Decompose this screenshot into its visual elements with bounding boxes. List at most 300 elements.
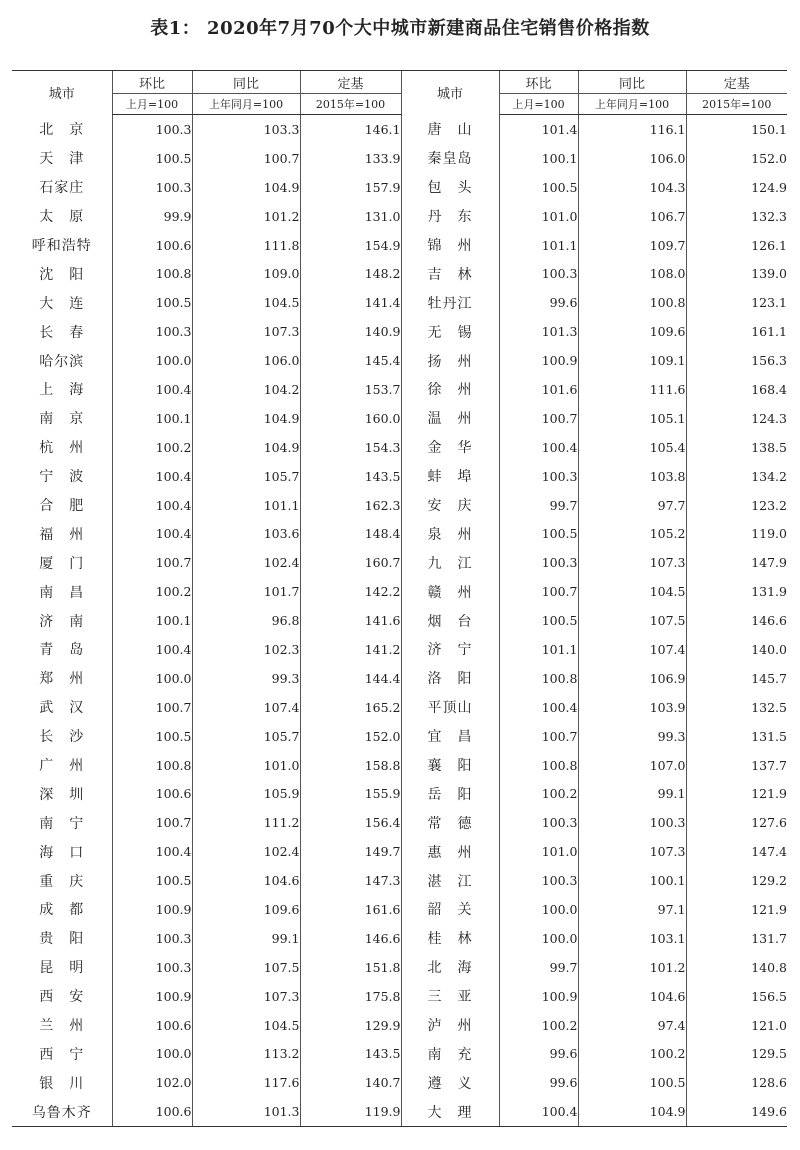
cell-right-mom: 101.0	[499, 837, 578, 866]
cell-left-city: 杭 州	[39, 440, 85, 457]
cell-left-yoy: 107.3	[192, 317, 300, 346]
cell-right-yoy: 107.5	[578, 606, 686, 635]
table-row	[12, 693, 787, 722]
cell-left-city: 昆 明	[39, 960, 85, 977]
cell-left-base: 165.2	[300, 693, 401, 722]
cell-left-base: 148.4	[300, 519, 401, 548]
cell-right-yoy: 107.0	[578, 751, 686, 780]
cell-left-city: 南 京	[39, 411, 85, 428]
cell-left-yoy: 109.6	[192, 895, 300, 924]
cell-left-base: 140.7	[300, 1068, 401, 1097]
cell-right-city: 南 充	[401, 1040, 499, 1069]
cell-left-city: 武 汉	[39, 700, 85, 717]
cell-left-mom: 100.3	[112, 924, 192, 953]
cell-right-mom: 101.0	[499, 202, 578, 231]
cell-right-city: 秦皇岛	[401, 144, 499, 173]
cell-right-mom: 100.5	[499, 519, 578, 548]
cell-right-mom: 100.0	[499, 895, 578, 924]
cell-left-mom: 100.8	[112, 751, 192, 780]
cell-right-yoy: 97.1	[578, 895, 686, 924]
cell-left-base: 156.4	[300, 808, 401, 837]
cell-right-mom: 100.7	[499, 404, 578, 433]
cell-right-yoy: 104.3	[578, 173, 686, 202]
cell-right-city: 蚌 埠	[401, 462, 499, 491]
cell-right-base: 146.6	[686, 606, 787, 635]
cell-right-yoy: 103.8	[578, 462, 686, 491]
cell-left-base: 152.0	[300, 722, 401, 751]
cell-right-city: 包 头	[401, 173, 499, 202]
cell-right-yoy: 97.7	[578, 491, 686, 520]
cell-left-base: 141.4	[300, 288, 401, 317]
cell-right-mom: 99.6	[499, 1068, 578, 1097]
cell-right-city: 锦 州	[401, 231, 499, 260]
cell-right-base: 127.6	[686, 808, 787, 837]
cell-right-yoy: 116.1	[578, 115, 686, 144]
cell-right-city: 烟 台	[401, 606, 499, 635]
cell-left-city: 济 南	[39, 613, 85, 630]
cell-left-city: 长 沙	[39, 729, 85, 746]
cell-right-city: 扬 州	[401, 346, 499, 375]
cell-left-mom: 100.9	[112, 895, 192, 924]
cell-left-yoy: 111.8	[192, 231, 300, 260]
cell-left-city: 海 口	[39, 844, 85, 861]
subheader-mom-right: 上月=100	[499, 94, 578, 115]
cell-right-city: 徐 州	[401, 375, 499, 404]
cell-left-base: 154.9	[300, 231, 401, 260]
cell-right-base: 147.9	[686, 548, 787, 577]
cell-right-base: 137.7	[686, 751, 787, 780]
cell-right-city: 牡丹江	[401, 288, 499, 317]
cell-right-base: 131.9	[686, 577, 787, 606]
cell-left-yoy: 109.0	[192, 259, 300, 288]
cell-right-mom: 100.4	[499, 433, 578, 462]
cell-left-city: 兰 州	[39, 1018, 85, 1035]
cell-left-base: 145.4	[300, 346, 401, 375]
table-row	[12, 202, 787, 231]
subheader-mom-left: 上月=100	[112, 94, 192, 115]
table-title: 表1： 2020年7月70个大中城市新建商品住宅销售价格指数	[150, 18, 650, 39]
cell-right-city: 三 亚	[401, 982, 499, 1011]
cell-right-base: 124.3	[686, 404, 787, 433]
cell-left-mom: 100.4	[112, 837, 192, 866]
cell-left-yoy: 102.4	[192, 837, 300, 866]
cell-right-mom: 100.2	[499, 1011, 578, 1040]
cell-right-base: 123.2	[686, 491, 787, 520]
cell-left-mom: 100.6	[112, 1097, 192, 1126]
cell-right-city: 无 锡	[401, 317, 499, 346]
cell-left-mom: 100.2	[112, 577, 192, 606]
cell-left-base: 158.8	[300, 751, 401, 780]
cell-right-yoy: 100.1	[578, 866, 686, 895]
cell-right-mom: 101.1	[499, 635, 578, 664]
cell-right-yoy: 97.4	[578, 1011, 686, 1040]
table-row	[12, 577, 787, 606]
cell-left-yoy: 103.6	[192, 519, 300, 548]
cell-right-base: 168.4	[686, 375, 787, 404]
table-row	[12, 519, 787, 548]
cell-left-city: 呼和浩特	[31, 238, 92, 254]
cell-right-mom: 100.4	[499, 693, 578, 722]
cell-left-city: 哈尔滨	[39, 353, 85, 370]
cell-right-mom: 101.3	[499, 317, 578, 346]
subheader-yoy-right: 上年同月=100	[578, 94, 686, 115]
cell-right-base: 156.5	[686, 982, 787, 1011]
cell-right-mom: 100.4	[499, 1097, 578, 1126]
cell-right-yoy: 106.9	[578, 664, 686, 693]
cell-left-yoy: 107.4	[192, 693, 300, 722]
cell-left-city: 郑 州	[39, 671, 85, 688]
cell-left-base: 143.5	[300, 462, 401, 491]
cell-right-city: 遵 义	[401, 1068, 499, 1097]
cell-left-base: 161.6	[300, 895, 401, 924]
cell-right-mom: 100.8	[499, 664, 578, 693]
cell-right-city: 丹 东	[401, 202, 499, 231]
cell-left-mom: 100.0	[112, 346, 192, 375]
cell-left-yoy: 101.7	[192, 577, 300, 606]
cell-left-base: 129.9	[300, 1011, 401, 1040]
cell-right-base: 119.0	[686, 519, 787, 548]
cell-left-mom: 100.4	[112, 519, 192, 548]
table-row	[12, 866, 787, 895]
cell-right-base: 121.9	[686, 779, 787, 808]
cell-right-city: 韶 关	[401, 895, 499, 924]
cell-left-mom: 100.5	[112, 722, 192, 751]
cell-left-mom: 100.4	[112, 491, 192, 520]
cell-right-base: 129.2	[686, 866, 787, 895]
cell-left-base: 160.7	[300, 548, 401, 577]
cell-right-yoy: 107.4	[578, 635, 686, 664]
cell-right-mom: 99.7	[499, 953, 578, 982]
cell-left-base: 140.9	[300, 317, 401, 346]
cell-left-mom: 100.3	[112, 115, 192, 144]
cell-left-city: 大 连	[39, 295, 85, 312]
cell-left-yoy: 107.3	[192, 982, 300, 1011]
cell-left-base: 143.5	[300, 1040, 401, 1069]
table-row	[12, 751, 787, 780]
cell-left-base: 175.8	[300, 982, 401, 1011]
cell-left-yoy: 104.9	[192, 173, 300, 202]
cell-left-city: 深 圳	[39, 786, 85, 803]
cell-left-mom: 100.1	[112, 404, 192, 433]
cell-right-base: 128.6	[686, 1068, 787, 1097]
cell-right-mom: 100.0	[499, 924, 578, 953]
subheader-base-left: 2015年=100	[300, 94, 401, 115]
cell-right-base: 138.5	[686, 433, 787, 462]
cell-left-city: 太 原	[39, 209, 85, 226]
cell-left-mom: 100.1	[112, 606, 192, 635]
cell-left-base: 133.9	[300, 144, 401, 173]
table-row	[12, 548, 787, 577]
cell-right-city: 惠 州	[401, 837, 499, 866]
header-city-left: 城市	[12, 71, 112, 115]
cell-right-mom: 100.7	[499, 722, 578, 751]
cell-right-city: 泉 州	[401, 519, 499, 548]
cell-left-yoy: 104.5	[192, 1011, 300, 1040]
cell-left-city: 天 津	[39, 151, 85, 168]
cell-left-base: 142.2	[300, 577, 401, 606]
subheader-yoy-left: 上年同月=100	[192, 94, 300, 115]
table-row	[12, 635, 787, 664]
cell-right-yoy: 99.1	[578, 779, 686, 808]
cell-right-city: 吉 林	[401, 259, 499, 288]
cell-left-mom: 100.6	[112, 779, 192, 808]
cell-left-mom: 102.0	[112, 1068, 192, 1097]
cell-left-base: 149.7	[300, 837, 401, 866]
cell-left-mom: 100.3	[112, 953, 192, 982]
table-row	[12, 779, 787, 808]
cell-right-yoy: 104.9	[578, 1097, 686, 1126]
cell-right-base: 134.2	[686, 462, 787, 491]
table-row	[12, 1040, 787, 1069]
cell-left-base: 147.3	[300, 866, 401, 895]
cell-left-yoy: 117.6	[192, 1068, 300, 1097]
table-row	[12, 115, 787, 144]
cell-left-mom: 100.0	[112, 664, 192, 693]
cell-left-base: 146.1	[300, 115, 401, 144]
cell-right-city: 九 江	[401, 548, 499, 577]
cell-left-yoy: 105.7	[192, 722, 300, 751]
cell-right-yoy: 109.7	[578, 231, 686, 260]
cell-right-yoy: 100.8	[578, 288, 686, 317]
cell-right-mom: 101.1	[499, 231, 578, 260]
cell-left-yoy: 101.1	[192, 491, 300, 520]
header-base-right: 定基	[686, 71, 787, 94]
header-mom-right: 环比	[499, 71, 578, 94]
cell-right-mom: 99.6	[499, 1040, 578, 1069]
cell-left-yoy: 102.3	[192, 635, 300, 664]
cell-left-base: 162.3	[300, 491, 401, 520]
cell-right-city: 赣 州	[401, 577, 499, 606]
cell-left-base: 144.4	[300, 664, 401, 693]
cell-right-yoy: 99.3	[578, 722, 686, 751]
cell-left-yoy: 100.7	[192, 144, 300, 173]
cell-left-mom: 100.3	[112, 317, 192, 346]
cell-right-yoy: 109.6	[578, 317, 686, 346]
cell-left-mom: 100.2	[112, 433, 192, 462]
cell-left-city: 青 岛	[39, 642, 85, 659]
cell-right-yoy: 103.1	[578, 924, 686, 953]
cell-right-city: 金 华	[401, 433, 499, 462]
cell-left-city: 宁 波	[39, 469, 85, 486]
table-row	[12, 375, 787, 404]
table-row	[12, 231, 787, 260]
cell-right-mom: 100.8	[499, 751, 578, 780]
cell-left-yoy: 105.7	[192, 462, 300, 491]
cell-left-mom: 100.5	[112, 288, 192, 317]
cell-right-city: 济 宁	[401, 635, 499, 664]
cell-right-mom: 100.2	[499, 779, 578, 808]
table-row	[12, 433, 787, 462]
cell-left-yoy: 103.3	[192, 115, 300, 144]
cell-left-yoy: 104.2	[192, 375, 300, 404]
table-row	[12, 317, 787, 346]
cell-left-city: 银 川	[39, 1075, 85, 1092]
cell-left-base: 154.3	[300, 433, 401, 462]
cell-left-base: 160.0	[300, 404, 401, 433]
cell-right-base: 139.0	[686, 259, 787, 288]
cell-right-mom: 99.6	[499, 288, 578, 317]
cell-right-base: 152.0	[686, 144, 787, 173]
cell-right-yoy: 104.6	[578, 982, 686, 1011]
cell-left-base: 119.9	[300, 1097, 401, 1126]
cell-right-base: 121.9	[686, 895, 787, 924]
cell-right-city: 常 德	[401, 808, 499, 837]
cell-left-city: 广 州	[39, 758, 85, 775]
cell-right-base: 132.5	[686, 693, 787, 722]
table-row	[12, 808, 787, 837]
cell-right-base: 147.4	[686, 837, 787, 866]
cell-right-mom: 99.7	[499, 491, 578, 520]
cell-right-yoy: 107.3	[578, 837, 686, 866]
cell-left-mom: 100.6	[112, 1011, 192, 1040]
cell-right-mom: 100.7	[499, 577, 578, 606]
cell-left-base: 131.0	[300, 202, 401, 231]
cell-left-mom: 100.4	[112, 375, 192, 404]
cell-left-city: 北 京	[39, 122, 85, 139]
cell-left-mom: 100.0	[112, 1040, 192, 1069]
cell-left-mom: 100.7	[112, 693, 192, 722]
cell-right-mom: 100.9	[499, 346, 578, 375]
cell-right-base: 124.9	[686, 173, 787, 202]
cell-right-mom: 100.3	[499, 548, 578, 577]
cell-right-mom: 100.1	[499, 144, 578, 173]
cell-left-mom: 100.3	[112, 173, 192, 202]
cell-left-city: 南 宁	[39, 815, 85, 832]
table-row	[12, 346, 787, 375]
cell-left-base: 151.8	[300, 953, 401, 982]
cell-left-yoy: 111.2	[192, 808, 300, 837]
cell-right-city: 温 州	[401, 404, 499, 433]
cell-right-city: 大 理	[401, 1097, 499, 1126]
cell-left-base: 141.2	[300, 635, 401, 664]
cell-right-mom: 101.6	[499, 375, 578, 404]
cell-left-mom: 100.4	[112, 462, 192, 491]
cell-left-city: 乌鲁木齐	[12, 1097, 112, 1126]
cell-left-yoy: 99.3	[192, 664, 300, 693]
cell-right-base: 150.1	[686, 115, 787, 144]
cell-right-city: 湛 江	[401, 866, 499, 895]
cell-right-yoy: 100.3	[578, 808, 686, 837]
cell-left-yoy: 104.6	[192, 866, 300, 895]
table-row	[12, 722, 787, 751]
cell-left-base: 153.7	[300, 375, 401, 404]
table-row	[12, 259, 787, 288]
cell-left-mom: 100.8	[112, 259, 192, 288]
table-row	[12, 1068, 787, 1097]
cell-right-yoy: 100.2	[578, 1040, 686, 1069]
cell-left-city: 南 昌	[39, 584, 85, 601]
header-base-left: 定基	[300, 71, 401, 94]
cell-right-city: 平顶山	[401, 693, 499, 722]
cell-left-yoy: 102.4	[192, 548, 300, 577]
cell-right-mom: 100.3	[499, 259, 578, 288]
cell-right-mom: 100.9	[499, 982, 578, 1011]
cell-right-yoy: 108.0	[578, 259, 686, 288]
cell-left-yoy: 106.0	[192, 346, 300, 375]
cell-right-mom: 100.5	[499, 606, 578, 635]
header-city-right: 城市	[401, 71, 499, 115]
cell-right-yoy: 104.5	[578, 577, 686, 606]
cell-right-city: 桂 林	[401, 924, 499, 953]
table-row	[12, 1097, 787, 1126]
header-yoy-left: 同比	[192, 71, 300, 94]
cell-right-city: 宜 昌	[401, 722, 499, 751]
cell-left-mom: 99.9	[112, 202, 192, 231]
table-row	[12, 953, 787, 982]
header-mom-left: 环比	[112, 71, 192, 94]
cell-left-city: 合 肥	[39, 498, 85, 515]
cell-right-yoy: 105.1	[578, 404, 686, 433]
cell-left-city: 贵 阳	[39, 931, 85, 948]
cell-left-yoy: 104.9	[192, 404, 300, 433]
table-row	[12, 462, 787, 491]
cell-left-city: 重 庆	[39, 873, 85, 890]
table-body	[12, 115, 787, 1127]
cell-left-base: 141.6	[300, 606, 401, 635]
cell-left-city: 西 宁	[39, 1046, 85, 1063]
cell-right-yoy: 105.2	[578, 519, 686, 548]
cell-left-mom: 100.7	[112, 808, 192, 837]
cell-right-mom: 100.3	[499, 866, 578, 895]
cell-right-city: 泸 州	[401, 1011, 499, 1040]
cell-left-mom: 100.9	[112, 982, 192, 1011]
cell-left-city: 福 州	[39, 526, 85, 543]
cell-right-yoy: 105.4	[578, 433, 686, 462]
cell-right-city: 洛 阳	[401, 664, 499, 693]
cell-left-yoy: 99.1	[192, 924, 300, 953]
cell-left-city: 厦 门	[39, 555, 85, 572]
table-row	[12, 288, 787, 317]
table-row	[12, 664, 787, 693]
cell-left-city: 成 都	[39, 902, 85, 919]
table-row	[12, 606, 787, 635]
table-row	[12, 173, 787, 202]
table-row	[12, 1011, 787, 1040]
cell-right-base: 145.7	[686, 664, 787, 693]
cell-right-yoy: 106.7	[578, 202, 686, 231]
subheader-base-right: 2015年=100	[686, 94, 787, 115]
cell-left-base: 155.9	[300, 779, 401, 808]
cell-right-mom: 100.5	[499, 173, 578, 202]
cell-right-base: 140.8	[686, 953, 787, 982]
cell-left-mom: 100.5	[112, 866, 192, 895]
cell-left-yoy: 101.2	[192, 202, 300, 231]
table-row	[12, 491, 787, 520]
cell-right-yoy: 106.0	[578, 144, 686, 173]
cell-right-base: 129.5	[686, 1040, 787, 1069]
cell-right-city: 岳 阳	[401, 779, 499, 808]
cell-left-base: 157.9	[300, 173, 401, 202]
cell-left-yoy: 101.3	[192, 1097, 300, 1126]
table-row	[12, 144, 787, 173]
cell-right-base: 131.7	[686, 924, 787, 953]
cell-right-base: 140.0	[686, 635, 787, 664]
cell-right-city: 北 海	[401, 953, 499, 982]
cell-right-yoy: 103.9	[578, 693, 686, 722]
table-row	[12, 837, 787, 866]
cell-right-base: 161.1	[686, 317, 787, 346]
cell-right-base: 132.3	[686, 202, 787, 231]
cell-left-mom: 100.5	[112, 144, 192, 173]
cell-right-base: 131.5	[686, 722, 787, 751]
cell-left-city: 长 春	[39, 324, 85, 341]
cell-right-mom: 100.3	[499, 808, 578, 837]
table-row	[12, 895, 787, 924]
cell-left-yoy: 104.5	[192, 288, 300, 317]
cell-left-base: 148.2	[300, 259, 401, 288]
cell-right-base: 149.6	[686, 1097, 787, 1126]
cell-left-mom: 100.4	[112, 635, 192, 664]
